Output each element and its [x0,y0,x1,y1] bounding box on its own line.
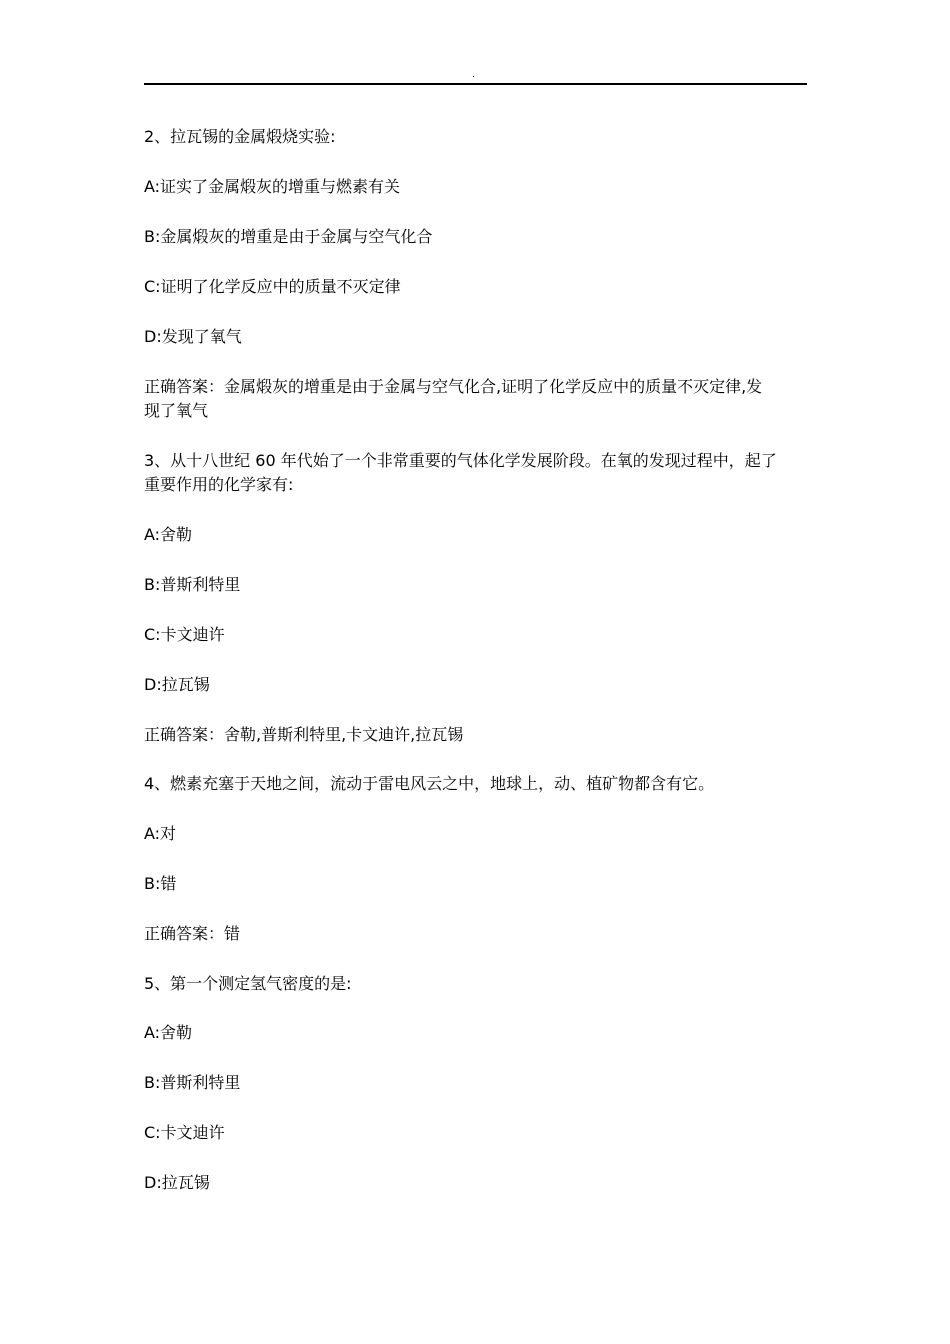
header-rule [144,83,807,85]
question-4-option-b: B:错 [144,874,177,893]
question-5-option-b: B:普斯利特里 [144,1073,241,1092]
question-3-option-a: A:舍勒 [144,525,193,544]
question-5-option-d: D:拉瓦锡 [144,1173,210,1192]
question-4-option-a: A:对 [144,824,177,843]
question-2-option-d: D:发现了氧气 [144,327,242,346]
header-mark: . [472,70,475,80]
question-3-answer: 正确答案：舍勒,普斯利特里,卡文迪许,拉瓦锡 [144,725,464,744]
question-2-answer-line-2: 现了氧气 [144,401,209,420]
question-2-answer-line-1: 正确答案：金属煅灰的增重是由于金属与空气化合,证明了化学反应中的质量不灭定律,发 [144,377,763,396]
question-2-option-b: B:金属煅灰的增重是由于金属与空气化合 [144,227,433,246]
question-5-option-c: C:卡文迪许 [144,1123,225,1142]
question-2-text: 2、拉瓦锡的金属煅烧实验: [144,127,336,146]
question-5-text: 5、第一个测定氢气密度的是: [144,974,352,993]
question-3-option-d: D:拉瓦锡 [144,675,210,694]
question-3-text-line-2: 重要作用的化学家有: [144,475,294,494]
question-2-option-a: A:证实了金属煅灰的增重与燃素有关 [144,177,401,196]
question-3-text-line-1: 3、从十八世纪 60 年代始了一个非常重要的气体化学发展阶段。在氧的发现过程中，起了 [144,451,777,470]
question-4-answer: 正确答案：错 [144,924,241,943]
question-5-option-a: A:舍勒 [144,1023,193,1042]
question-3-option-c: C:卡文迪许 [144,625,225,644]
question-2-option-c: C:证明了化学反应中的质量不灭定律 [144,277,401,296]
question-4-text: 4、燃素充塞于天地之间，流动于雷电风云之中，地球上，动、植矿物都含有它。 [144,774,715,793]
question-3-option-b: B:普斯利特里 [144,575,241,594]
